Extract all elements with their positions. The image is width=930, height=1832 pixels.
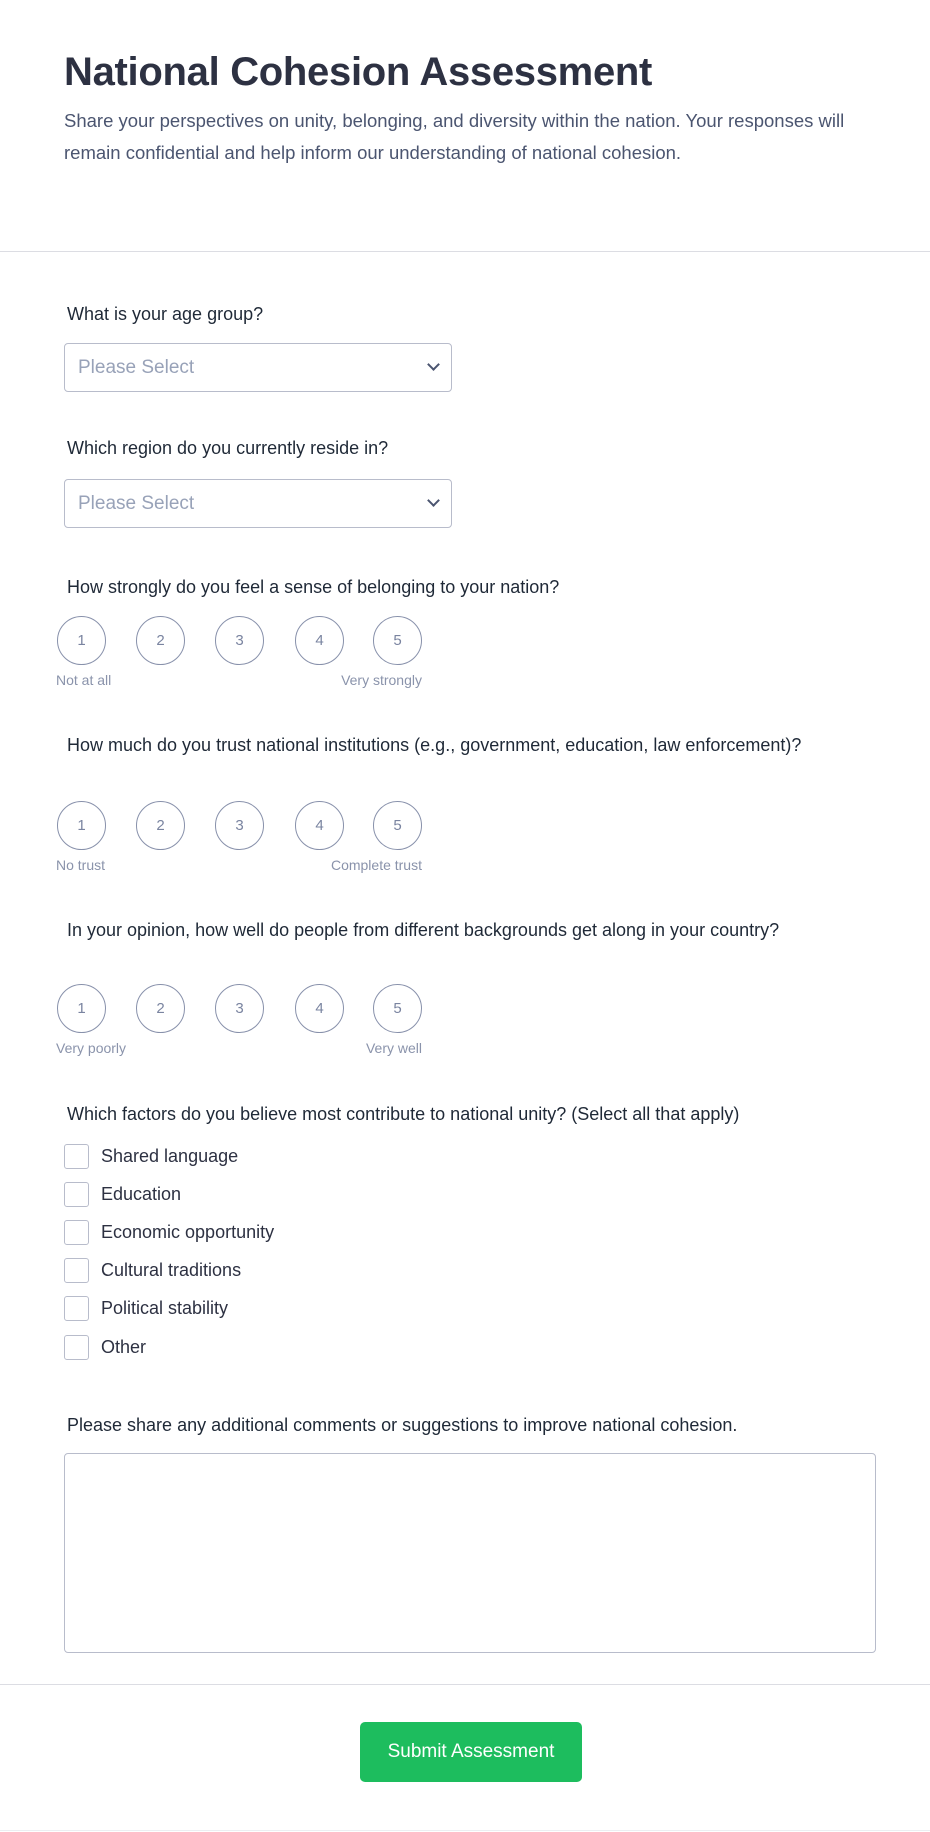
comments-question-label: Please share any additional comments or suggestions to improve national cohesion. [67, 1415, 738, 1435]
trust-min-label: No trust [56, 857, 106, 873]
comments-textarea[interactable] [64, 1453, 876, 1653]
region-question-label: Which region do you currently reside in? [67, 438, 389, 458]
factors-question-label: Which factors do you believe most contribute to national unity? (Select all that apply) [67, 1104, 740, 1124]
checkbox[interactable] [64, 1258, 89, 1283]
factor-option[interactable] [64, 1334, 146, 1360]
trust-rating-option-2[interactable]: 2 [136, 801, 185, 850]
bottom-border [0, 1830, 930, 1831]
checkbox-label: Economic opportunity [101, 1221, 275, 1242]
region-select[interactable] [64, 479, 452, 528]
factor-option[interactable] [64, 1181, 181, 1207]
relations-min-label: Very poorly [56, 1040, 127, 1056]
relations-max-label: Very well [365, 1040, 422, 1056]
age-group-select[interactable] [64, 343, 452, 392]
age-question-label: What is your age group? [67, 304, 264, 324]
belonging-max-label: Very strongly [341, 672, 422, 688]
belonging-rating-option-5[interactable]: 5 [373, 616, 422, 665]
trust-rating-option-3[interactable]: 3 [215, 801, 264, 850]
relations-rating-option-2[interactable]: 2 [136, 984, 185, 1033]
factor-option[interactable] [64, 1296, 228, 1322]
belonging-min-label: Not at all [56, 672, 112, 688]
checkbox[interactable] [64, 1335, 89, 1360]
factor-option[interactable] [64, 1143, 238, 1169]
header-divider [0, 251, 930, 252]
relations-rating-option-1[interactable]: 1 [57, 984, 106, 1033]
trust-rating-option-5[interactable]: 5 [373, 801, 422, 850]
factor-option[interactable] [64, 1219, 274, 1245]
trust-max-label: Complete trust [330, 857, 422, 873]
checkbox-label: Political stability [101, 1298, 229, 1319]
footer-divider [0, 1684, 930, 1685]
submit-button[interactable]: Submit Assessment [360, 1722, 582, 1782]
page-title: National Cohesion Assessment [64, 50, 653, 94]
factor-option[interactable] [64, 1258, 241, 1284]
trust-rating-option-4[interactable]: 4 [295, 801, 344, 850]
belonging-question-label: How strongly do you feel a sense of belonging to your nation? [67, 577, 560, 597]
belonging-rating-option-1[interactable]: 1 [57, 616, 106, 665]
relations-rating-option-4[interactable]: 4 [295, 984, 344, 1033]
checkbox-label: Shared language [101, 1145, 239, 1166]
checkbox[interactable] [64, 1220, 89, 1245]
relations-rating-option-5[interactable]: 5 [373, 984, 422, 1033]
page-description: Share your perspectives on unity, belonging, and diversity within the nation. Your responses will remain confidential and help inform our understanding of national cohesion. [64, 110, 845, 163]
region-placeholder: Please Select [78, 493, 195, 514]
belonging-rating-option-2[interactable]: 2 [136, 616, 185, 665]
trust-question-label: How much do you trust national institutions (e.g., government, education, law enforcement)? [67, 735, 802, 755]
checkbox[interactable] [64, 1182, 89, 1207]
age-group-placeholder: Please Select [78, 357, 195, 378]
checkbox-label: Other [101, 1336, 147, 1357]
checkbox[interactable] [64, 1144, 89, 1169]
trust-rating-option-1[interactable]: 1 [57, 801, 106, 850]
checkbox-label: Cultural traditions [101, 1260, 242, 1281]
relations-rating-option-3[interactable]: 3 [215, 984, 264, 1033]
checkbox-label: Education [101, 1183, 182, 1204]
chevron-down-icon [427, 494, 440, 507]
relations-question-label: In your opinion, how well do people from different backgrounds get along in your country? [67, 920, 780, 940]
checkbox[interactable] [64, 1296, 89, 1321]
belonging-rating-option-4[interactable]: 4 [295, 616, 344, 665]
belonging-rating-option-3[interactable]: 3 [215, 616, 264, 665]
chevron-down-icon [427, 358, 440, 371]
